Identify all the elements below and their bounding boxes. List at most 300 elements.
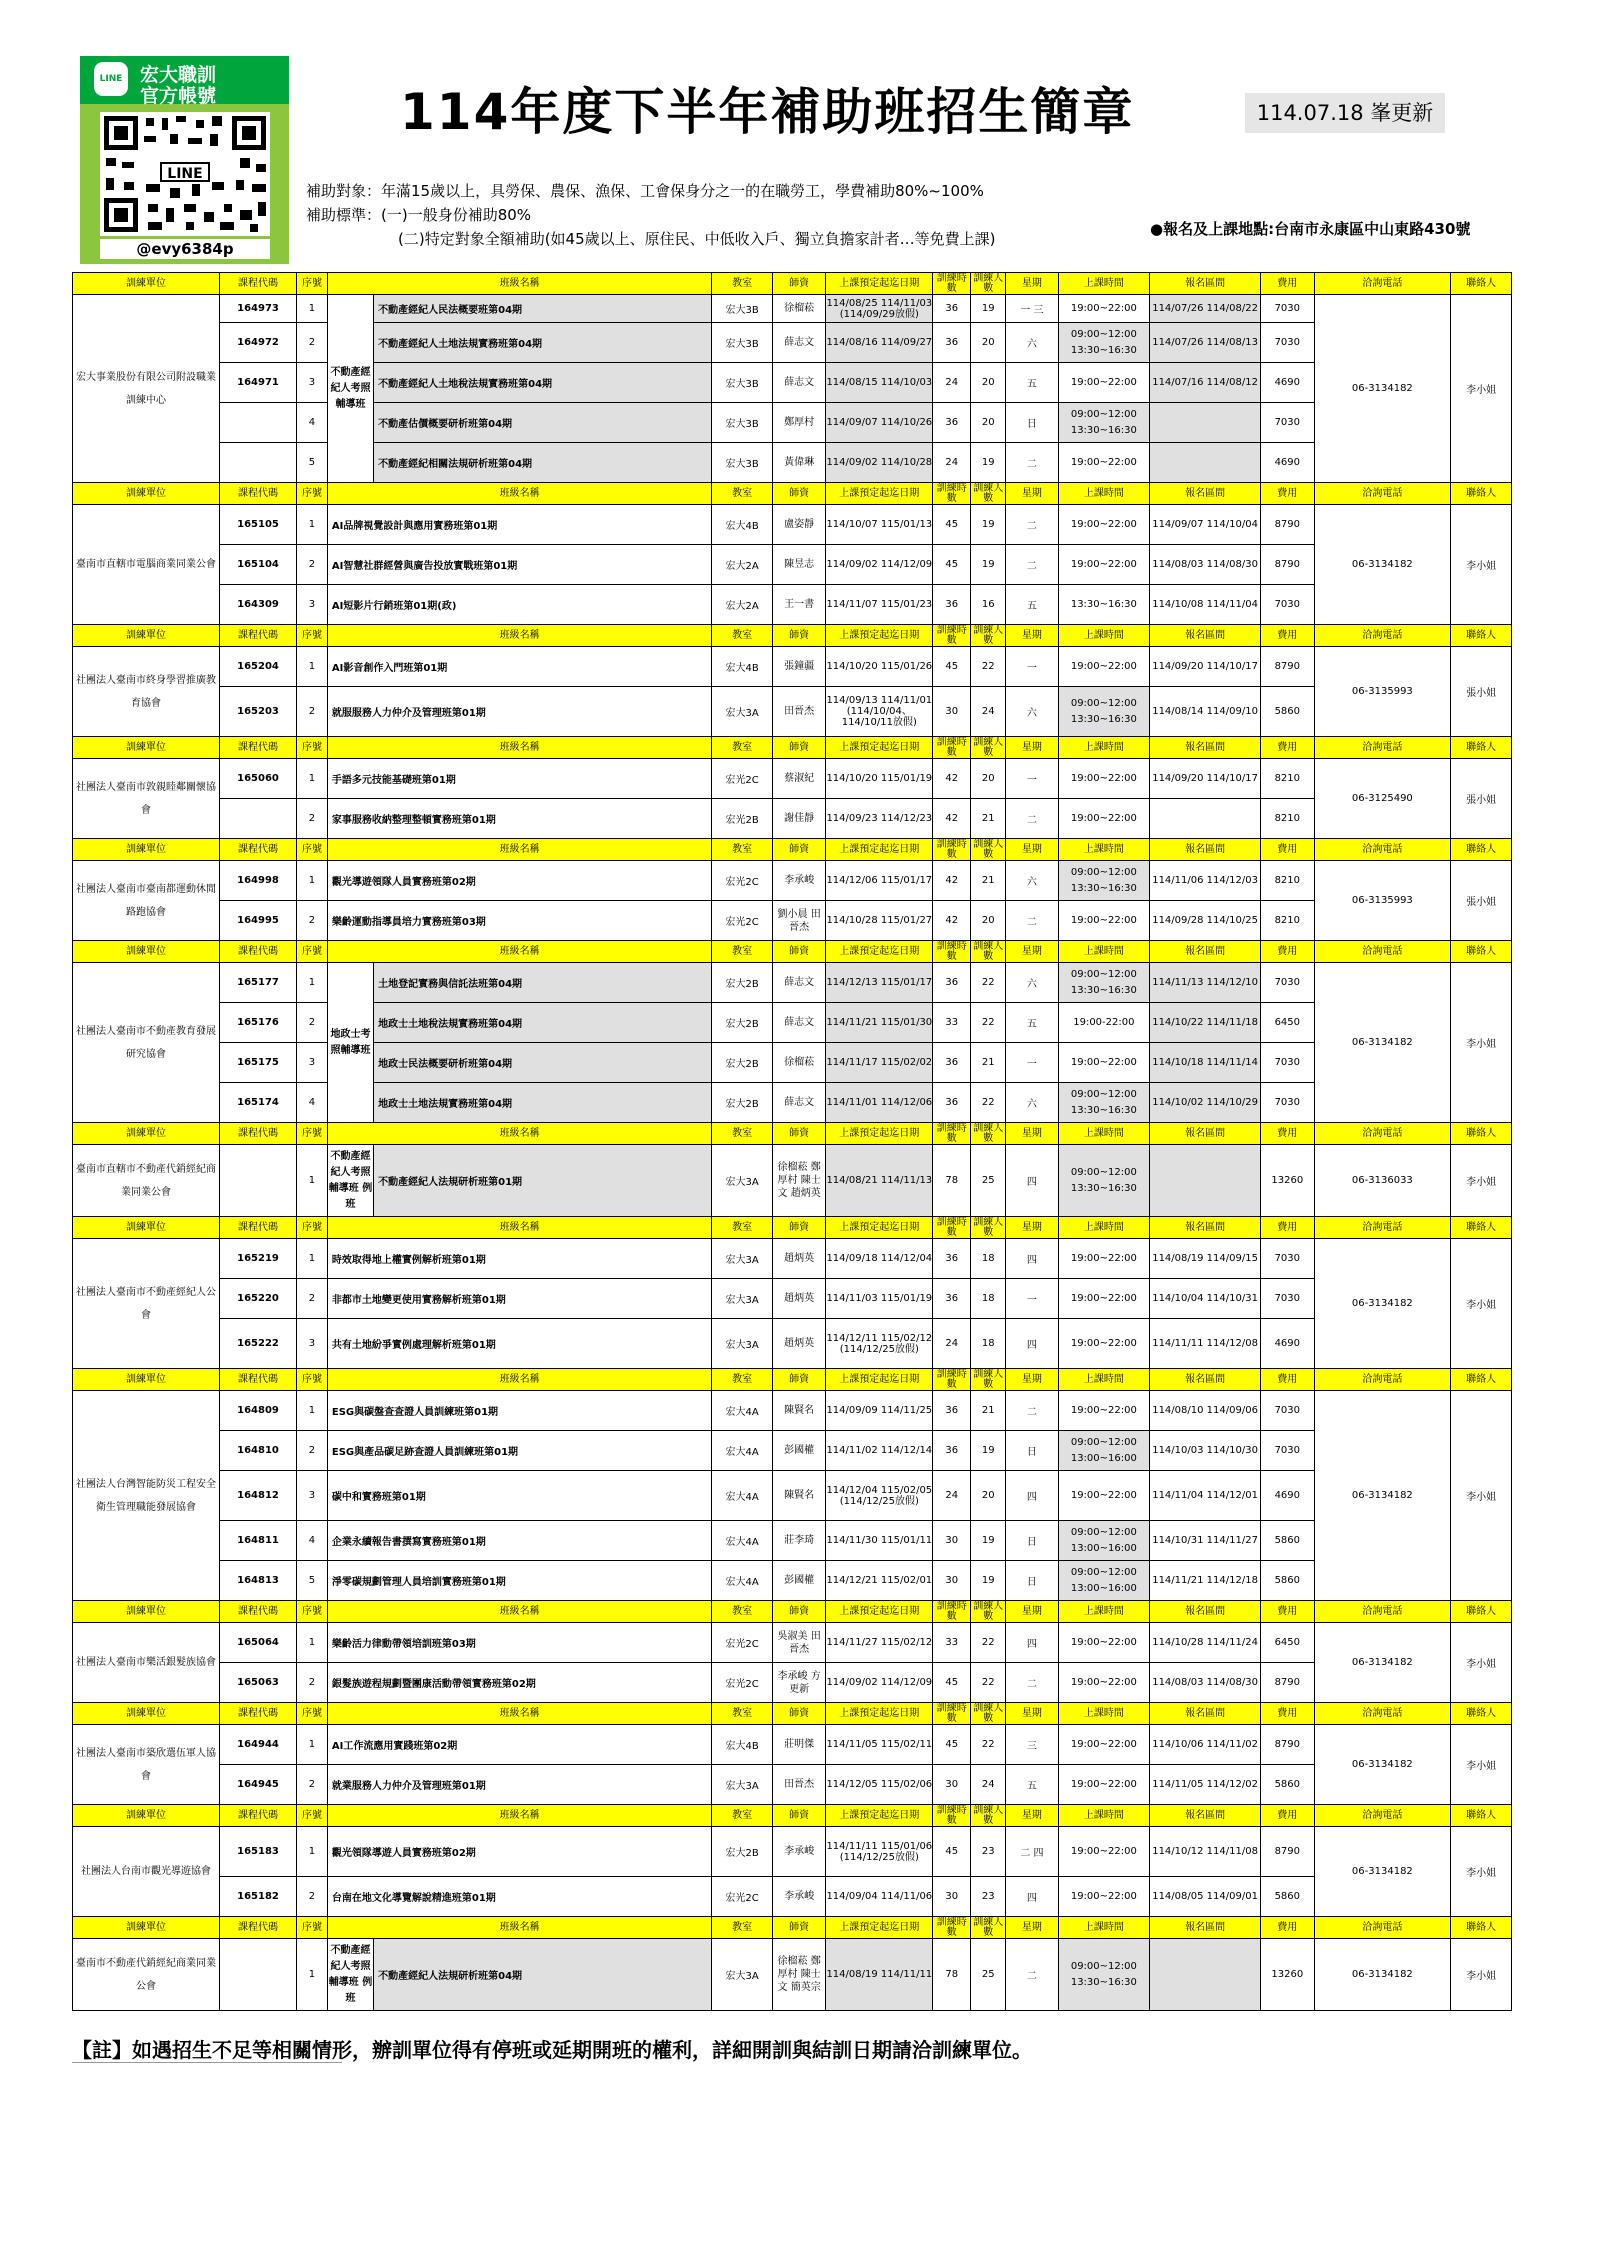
row-number: 1 [297, 861, 328, 901]
course-period: 114/10/28 115/01/27 [826, 901, 933, 941]
column-header: 上課時間 [1058, 839, 1149, 861]
course-fee: 8210 [1261, 861, 1314, 901]
classroom: 宏大3B [712, 295, 773, 323]
class-time: 19:00~22:00 [1058, 1043, 1149, 1083]
contact-phone: 06-3134182 [1314, 1939, 1451, 2011]
table-row [73, 1239, 1512, 1279]
classroom: 宏大3B [712, 323, 773, 363]
course-period: 114/09/09 114/11/25 [826, 1391, 933, 1431]
column-header: 上課預定起迄日期 [826, 1917, 933, 1939]
course-name: 銀髮族遊程規劃暨團康活動帶領實務班第02期 [327, 1663, 711, 1703]
class-time: 09:00~12:00 13:30~16:30 [1058, 1145, 1149, 1217]
training-people: 21 [971, 861, 1006, 901]
course-fee: 4690 [1261, 1471, 1314, 1521]
signup-period: 114/11/06 114/12/03 [1150, 861, 1261, 901]
table-row [73, 363, 1512, 403]
teacher: 李承峻 方更新 [772, 1663, 825, 1703]
teacher: 彭國權 [772, 1431, 825, 1471]
class-time: 19:00~22:00 [1058, 1623, 1149, 1663]
course-name: 不動產估價概要研析班第04期 [374, 403, 712, 443]
course-name: 手語多元技能基礎班第01期 [327, 759, 711, 799]
contact-phone: 06-3134182 [1314, 1391, 1451, 1601]
training-unit: 宏大事業股份有限公司附設職業訓練中心 [73, 295, 220, 483]
line-handle: @evy6384p [100, 239, 270, 259]
column-header: 洽詢電話 [1314, 737, 1451, 759]
column-header: 星期 [1006, 1217, 1058, 1239]
column-header: 序號 [297, 1369, 328, 1391]
training-hours: 24 [933, 1319, 971, 1369]
class-time: 19:00~22:00 [1058, 799, 1149, 839]
column-header: 費用 [1261, 483, 1314, 505]
contact-person: 李小姐 [1451, 1391, 1512, 1601]
column-header: 聯絡人 [1451, 839, 1512, 861]
signup-period: 114/10/03 114/10/30 [1150, 1431, 1261, 1471]
table-row [73, 963, 1512, 1003]
training-hours: 36 [933, 295, 971, 323]
teacher: 張鐘疆 [772, 647, 825, 687]
update-date: 114.07.18 峯更新 [1245, 93, 1445, 133]
training-hours: 42 [933, 901, 971, 941]
teacher: 趙炳英 [772, 1239, 825, 1279]
header-row [73, 1703, 1512, 1725]
table-row [73, 1431, 1512, 1471]
column-header: 上課時間 [1058, 483, 1149, 505]
column-header: 洽詢電話 [1314, 1123, 1451, 1145]
course-group: 不動產經紀人考照輔導班 例班 [327, 1145, 373, 1217]
signup-period: 114/11/21 114/12/18 [1150, 1561, 1261, 1601]
training-people: 21 [971, 1043, 1006, 1083]
training-people: 18 [971, 1239, 1006, 1279]
column-header: 班級名稱 [327, 1601, 711, 1623]
column-header: 訓練單位 [73, 1917, 220, 1939]
class-time: 19:00~22:00 [1058, 1391, 1149, 1431]
class-time: 19:00~22:00 [1058, 647, 1149, 687]
column-header: 教室 [712, 1123, 773, 1145]
contact-person: 李小姐 [1451, 1623, 1512, 1703]
column-header: 訓練時數 [933, 737, 971, 759]
training-people: 22 [971, 647, 1006, 687]
contact-phone: 06-3135993 [1314, 861, 1451, 941]
teacher: 趙炳英 [772, 1279, 825, 1319]
column-header: 聯絡人 [1451, 1917, 1512, 1939]
row-number: 3 [297, 363, 328, 403]
class-time: 19:00~22:00 [1058, 1471, 1149, 1521]
column-header: 上課時間 [1058, 1917, 1149, 1939]
row-number: 1 [297, 647, 328, 687]
course-name: ESG與產品碳足跡查證人員訓練班第01期 [327, 1431, 711, 1471]
column-header: 星期 [1006, 1917, 1058, 1939]
column-header: 課程代碼 [219, 941, 296, 963]
qr-title-line1: 宏大職訓 [140, 64, 217, 86]
course-code: 165222 [219, 1319, 296, 1369]
weekday: 六 [1006, 861, 1058, 901]
teacher: 徐榴菘 [772, 1043, 825, 1083]
column-header: 報名區間 [1150, 1805, 1261, 1827]
training-people: 19 [971, 1431, 1006, 1471]
row-number: 1 [297, 1623, 328, 1663]
course-group: 不動產經紀人考照輔導班 [327, 295, 373, 483]
teacher: 王一書 [772, 585, 825, 625]
course-name: AI工作流應用實踐班第02期 [327, 1725, 711, 1765]
signup-period: 114/08/19 114/09/15 [1150, 1239, 1261, 1279]
weekday: 二 [1006, 1663, 1058, 1703]
header-row [73, 625, 1512, 647]
training-hours: 42 [933, 759, 971, 799]
line-qr-block[interactable] [80, 56, 289, 264]
classroom: 宏大3A [712, 1765, 773, 1805]
contact-phone: 06-3134182 [1314, 1725, 1451, 1805]
column-header: 序號 [297, 625, 328, 647]
contact-phone: 06-3134182 [1314, 963, 1451, 1123]
column-header: 訓練單位 [73, 625, 220, 647]
column-header: 星期 [1006, 483, 1058, 505]
column-header: 師資 [772, 1123, 825, 1145]
teacher: 劉小晨 田晉杰 [772, 901, 825, 941]
course-period: 114/10/20 115/01/19 [826, 759, 933, 799]
course-code [219, 403, 296, 443]
training-people: 19 [971, 295, 1006, 323]
course-code: 165064 [219, 1623, 296, 1663]
course-period: 114/09/18 114/12/04 [826, 1239, 933, 1279]
column-header: 訓練人數 [971, 1917, 1006, 1939]
teacher: 徐榴菘 [772, 295, 825, 323]
column-header: 訓練人數 [971, 483, 1006, 505]
column-header: 聯絡人 [1451, 1369, 1512, 1391]
training-people: 19 [971, 1521, 1006, 1561]
column-header: 費用 [1261, 1369, 1314, 1391]
row-number: 2 [297, 323, 328, 363]
column-header: 洽詢電話 [1314, 1917, 1451, 1939]
training-people: 20 [971, 363, 1006, 403]
classroom: 宏光2C [712, 759, 773, 799]
course-code: 164812 [219, 1471, 296, 1521]
row-number: 2 [297, 687, 328, 737]
training-unit: 臺南市直轄市電腦商業同業公會 [73, 505, 220, 625]
training-people: 18 [971, 1279, 1006, 1319]
table-row [73, 1319, 1512, 1369]
signup-period: 114/08/03 114/08/30 [1150, 1663, 1261, 1703]
column-header: 聯絡人 [1451, 1217, 1512, 1239]
column-header: 師資 [772, 1217, 825, 1239]
training-people: 19 [971, 1561, 1006, 1601]
course-group: 不動產經紀人考照輔導班 例班 [327, 1939, 373, 2011]
training-hours: 30 [933, 687, 971, 737]
course-period: 114/08/25 114/11/03 (114/09/29放假) [826, 295, 933, 323]
training-people: 19 [971, 505, 1006, 545]
course-period: 114/11/30 115/01/11 [826, 1521, 933, 1561]
table-row [73, 403, 1512, 443]
header-row [73, 1805, 1512, 1827]
weekday: 一 [1006, 647, 1058, 687]
class-time: 19:00~22:00 [1058, 1319, 1149, 1369]
course-name: 非都市土地變更使用實務解析班第01期 [327, 1279, 711, 1319]
column-header: 訓練單位 [73, 839, 220, 861]
training-unit: 社團法人臺南市敦親睦鄰關懷協會 [73, 759, 220, 839]
contact-phone: 06-3136033 [1314, 1145, 1451, 1217]
weekday: 四 [1006, 1319, 1058, 1369]
table-row [73, 799, 1512, 839]
signup-period: 114/11/04 114/12/01 [1150, 1471, 1261, 1521]
course-table [72, 272, 1512, 2011]
course-fee: 8790 [1261, 545, 1314, 585]
weekday: 一 三 [1006, 295, 1058, 323]
training-unit: 社團法人台南市觀光導遊協會 [73, 1827, 220, 1917]
row-number: 2 [297, 1877, 328, 1917]
row-number: 2 [297, 545, 328, 585]
column-header: 序號 [297, 1123, 328, 1145]
column-header: 星期 [1006, 625, 1058, 647]
course-name: ESG與碳盤查查證人員訓練班第01期 [327, 1391, 711, 1431]
column-header: 訓練單位 [73, 1123, 220, 1145]
column-header: 訓練人數 [971, 1123, 1006, 1145]
table-row [73, 687, 1512, 737]
column-header: 上課預定起迄日期 [826, 1703, 933, 1725]
course-fee: 8210 [1261, 901, 1314, 941]
table-row [73, 1827, 1512, 1877]
column-header: 序號 [297, 1217, 328, 1239]
class-time: 19:00-22:00 [1058, 1003, 1149, 1043]
column-header: 訓練人數 [971, 839, 1006, 861]
table-row [73, 1663, 1512, 1703]
column-header: 星期 [1006, 1703, 1058, 1725]
course-period: 114/09/23 114/12/23 [826, 799, 933, 839]
weekday: 六 [1006, 687, 1058, 737]
training-hours: 30 [933, 1521, 971, 1561]
column-header: 訓練時數 [933, 1703, 971, 1725]
teacher: 田晉杰 [772, 687, 825, 737]
column-header: 訓練單位 [73, 483, 220, 505]
column-header: 教室 [712, 273, 773, 295]
header-row [73, 483, 1512, 505]
course-name: 不動產經紀人法規研析班第01期 [374, 1145, 712, 1217]
course-code: 165177 [219, 963, 296, 1003]
weekday: 二 [1006, 1939, 1058, 2011]
classroom: 宏光2C [712, 1663, 773, 1703]
class-time: 19:00~22:00 [1058, 1877, 1149, 1917]
weekday: 二 [1006, 505, 1058, 545]
column-header: 教室 [712, 1703, 773, 1725]
row-number: 1 [297, 759, 328, 799]
column-header: 課程代碼 [219, 1369, 296, 1391]
course-fee: 7030 [1261, 1431, 1314, 1471]
class-time: 09:00~12:00 13:00~16:00 [1058, 1561, 1149, 1601]
signup-period [1150, 403, 1261, 443]
training-hours: 30 [933, 1765, 971, 1805]
training-people: 20 [971, 759, 1006, 799]
table-row [73, 901, 1512, 941]
weekday: 日 [1006, 1431, 1058, 1471]
column-header: 上課預定起迄日期 [826, 1123, 933, 1145]
training-people: 21 [971, 799, 1006, 839]
row-number: 2 [297, 1431, 328, 1471]
class-time: 19:00~22:00 [1058, 295, 1149, 323]
column-header: 課程代碼 [219, 737, 296, 759]
course-name: 不動產經紀人法規研析班第04期 [374, 1939, 712, 2011]
column-header: 教室 [712, 1601, 773, 1623]
column-header: 班級名稱 [327, 483, 711, 505]
column-header: 教室 [712, 737, 773, 759]
column-header: 費用 [1261, 737, 1314, 759]
course-fee: 7030 [1261, 1391, 1314, 1431]
class-time: 09:00~12:00 13:00~16:00 [1058, 1521, 1149, 1561]
signup-period: 114/08/10 114/09/06 [1150, 1391, 1261, 1431]
contact-phone: 06-3134182 [1314, 1827, 1451, 1917]
classroom: 宏大4B [712, 505, 773, 545]
column-header: 教室 [712, 1369, 773, 1391]
class-time: 19:00~22:00 [1058, 1239, 1149, 1279]
column-header: 教室 [712, 941, 773, 963]
column-header: 序號 [297, 839, 328, 861]
column-header: 訓練時數 [933, 1369, 971, 1391]
training-hours: 24 [933, 1471, 971, 1521]
signup-period: 114/08/05 114/09/01 [1150, 1877, 1261, 1917]
column-header: 費用 [1261, 1217, 1314, 1239]
column-header: 師資 [772, 625, 825, 647]
course-fee: 8790 [1261, 647, 1314, 687]
course-period: 114/12/05 115/02/06 [826, 1765, 933, 1805]
contact-person: 李小姐 [1451, 1939, 1512, 2011]
course-fee: 5860 [1261, 1521, 1314, 1561]
row-number: 2 [297, 799, 328, 839]
header-row [73, 941, 1512, 963]
column-header: 費用 [1261, 839, 1314, 861]
contact-phone: 06-3134182 [1314, 295, 1451, 483]
course-code: 165174 [219, 1083, 296, 1123]
signup-period: 114/10/04 114/10/31 [1150, 1279, 1261, 1319]
weekday: 二 [1006, 443, 1058, 483]
signup-address: ●報名及上課地點:台南市永康區中山東路430號 [1150, 220, 1471, 238]
column-header: 報名區間 [1150, 941, 1261, 963]
column-header: 課程代碼 [219, 1805, 296, 1827]
signup-period: 114/10/02 114/10/29 [1150, 1083, 1261, 1123]
header-row [73, 273, 1512, 295]
course-fee: 7030 [1261, 963, 1314, 1003]
column-header: 訓練單位 [73, 1703, 220, 1725]
signup-period: 114/10/22 114/11/18 [1150, 1003, 1261, 1043]
table-row [73, 759, 1512, 799]
training-hours: 78 [933, 1939, 971, 2011]
row-number: 4 [297, 403, 328, 443]
column-header: 上課時間 [1058, 273, 1149, 295]
weekday: 一 [1006, 1279, 1058, 1319]
column-header: 訓練時數 [933, 1601, 971, 1623]
column-header: 訓練人數 [971, 1805, 1006, 1827]
course-fee: 13260 [1261, 1939, 1314, 2011]
column-header: 課程代碼 [219, 1217, 296, 1239]
row-number: 5 [297, 1561, 328, 1601]
signup-period: 114/09/20 114/10/17 [1150, 759, 1261, 799]
signup-period: 114/07/26 114/08/22 [1150, 295, 1261, 323]
column-header: 上課時間 [1058, 1217, 1149, 1239]
column-header: 課程代碼 [219, 273, 296, 295]
weekday: 四 [1006, 1877, 1058, 1917]
training-people: 20 [971, 403, 1006, 443]
signup-period: 114/08/03 114/08/30 [1150, 545, 1261, 585]
signup-period: 114/10/12 114/11/08 [1150, 1827, 1261, 1877]
course-period: 114/11/01 114/12/06 [826, 1083, 933, 1123]
column-header: 星期 [1006, 273, 1058, 295]
qr-line-label: LINE [160, 162, 210, 182]
column-header: 課程代碼 [219, 1917, 296, 1939]
footnote: 【註】如遇招生不足等相關情形，辦訓單位得有停班或延期開班的權利，詳細開訓與結訓日期請洽訓練單位。 [72, 2038, 1032, 2062]
classroom: 宏大4A [712, 1431, 773, 1471]
row-number: 1 [297, 1827, 328, 1877]
classroom: 宏大3A [712, 1939, 773, 2011]
course-code: 164809 [219, 1391, 296, 1431]
header-row [73, 737, 1512, 759]
course-code: 164944 [219, 1725, 296, 1765]
teacher: 莊明傑 [772, 1725, 825, 1765]
column-header: 報名區間 [1150, 273, 1261, 295]
row-number: 4 [297, 1083, 328, 1123]
training-hours: 36 [933, 585, 971, 625]
column-header: 洽詢電話 [1314, 483, 1451, 505]
contact-phone: 06-3134182 [1314, 1623, 1451, 1703]
column-header: 班級名稱 [327, 737, 711, 759]
teacher: 薛志文 [772, 363, 825, 403]
course-name: 地政士土地法規實務班第04期 [374, 1083, 712, 1123]
class-time: 13:30~16:30 [1058, 585, 1149, 625]
training-hours: 78 [933, 1145, 971, 1217]
class-time: 19:00~22:00 [1058, 545, 1149, 585]
course-period: 114/11/21 115/01/30 [826, 1003, 933, 1043]
signup-period: 114/09/07 114/10/04 [1150, 505, 1261, 545]
classroom: 宏大4A [712, 1521, 773, 1561]
column-header: 聯絡人 [1451, 483, 1512, 505]
table-row [73, 1623, 1512, 1663]
row-number: 1 [297, 1239, 328, 1279]
column-header: 班級名稱 [327, 1217, 711, 1239]
training-hours: 30 [933, 1561, 971, 1601]
classroom: 宏大2B [712, 1827, 773, 1877]
weekday: 三 [1006, 1725, 1058, 1765]
column-header: 報名區間 [1150, 1601, 1261, 1623]
column-header: 洽詢電話 [1314, 625, 1451, 647]
table-row [73, 1043, 1512, 1083]
training-people: 25 [971, 1145, 1006, 1217]
column-header: 上課時間 [1058, 1123, 1149, 1145]
teacher: 李承峻 [772, 1827, 825, 1877]
course-code: 164811 [219, 1521, 296, 1561]
subsidy-special: (二)特定對象全額補助(如45歲以上、原住民、中低收入戶、獨立負擔家計者…等免費上課) [398, 230, 996, 248]
class-time: 09:00~12:00 13:30~16:30 [1058, 1083, 1149, 1123]
course-fee: 8790 [1261, 1663, 1314, 1703]
column-header: 星期 [1006, 1123, 1058, 1145]
course-code [219, 443, 296, 483]
qr-title-line2: 官方帳號 [140, 85, 217, 107]
column-header: 上課時間 [1058, 737, 1149, 759]
contact-phone: 06-3134182 [1314, 505, 1451, 625]
class-time: 19:00~22:00 [1058, 363, 1149, 403]
training-people: 23 [971, 1827, 1006, 1877]
training-people: 24 [971, 1765, 1006, 1805]
table-row [73, 443, 1512, 483]
weekday: 五 [1006, 1765, 1058, 1805]
column-header: 師資 [772, 1703, 825, 1725]
header-row [73, 1917, 1512, 1939]
class-time: 19:00~22:00 [1058, 443, 1149, 483]
column-header: 報名區間 [1150, 1703, 1261, 1725]
column-header: 課程代碼 [219, 1601, 296, 1623]
qr-code-icon[interactable] [100, 112, 270, 236]
course-name: 觀光導遊領隊人員實務班第02期 [327, 861, 711, 901]
column-header: 上課預定起迄日期 [826, 1369, 933, 1391]
row-number: 1 [297, 505, 328, 545]
course-name: 家事服務收納整理整頓實務班第01期 [327, 799, 711, 839]
column-header: 序號 [297, 483, 328, 505]
course-fee: 5860 [1261, 687, 1314, 737]
column-header: 洽詢電話 [1314, 273, 1451, 295]
